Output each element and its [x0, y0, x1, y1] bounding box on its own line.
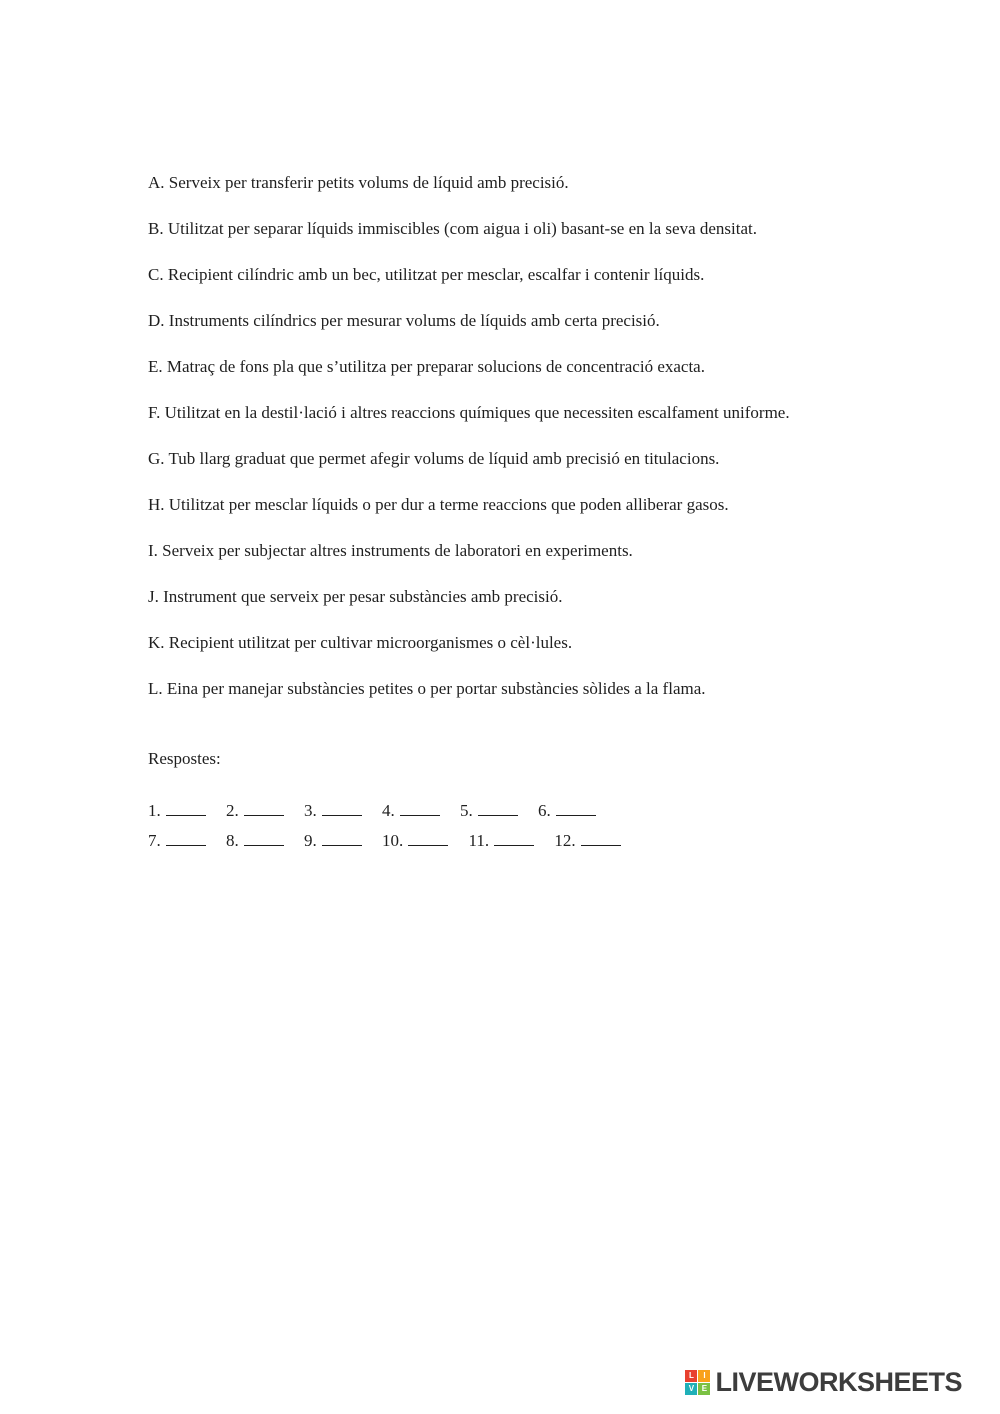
- answer-blank-7[interactable]: [166, 831, 206, 846]
- clue-item-e: E. Matraç de fons pla que s’utilitza per preparar solucions de concentració exacta.: [148, 357, 705, 376]
- clue-item-k: K. Recipient utilitzat per cultivar microorganismes o cèl·lules.: [148, 633, 573, 652]
- answer-number: 6.: [538, 801, 551, 820]
- answer-blank-2[interactable]: [244, 801, 284, 816]
- answer-number: 11.: [468, 831, 490, 850]
- brand-name: LIVEWORKSHEETS: [715, 1367, 962, 1397]
- clue-item-b: B. Utilitzat per separar líquids immiscibles (com aigua i oli) basant-se en la seva densitat.: [148, 219, 757, 238]
- liveworksheets-footer[interactable]: [685, 1367, 962, 1398]
- logo-cell-l: L: [685, 1370, 697, 1382]
- logo-cell-e: E: [698, 1383, 710, 1395]
- answer-slot-8: [226, 826, 284, 856]
- logo-cell-v: V: [685, 1383, 697, 1395]
- answer-blank-1[interactable]: [166, 801, 206, 816]
- answer-number: 2.: [226, 801, 239, 820]
- clue-item-d: D. Instruments cilíndrics per mesurar volums de líquids amb certa precisió.: [148, 311, 660, 330]
- answer-slot-10: [382, 826, 448, 856]
- answer-slot-7: [148, 826, 206, 856]
- liveworksheets-logo-icon: [685, 1370, 710, 1395]
- answer-blank-4[interactable]: [400, 801, 440, 816]
- answer-blank-10[interactable]: [408, 831, 448, 846]
- answer-number: 8.: [226, 831, 239, 850]
- answer-slot-3: [304, 796, 362, 826]
- answer-slot-11: [469, 826, 535, 856]
- answer-blank-3[interactable]: [322, 801, 362, 816]
- answer-number: 10.: [382, 831, 404, 850]
- clue-item-c: C. Recipient cilíndric amb un bec, utilitzat per mesclar, escalfar i contenir líquids.: [148, 265, 705, 284]
- respostes-heading: Respostes:: [148, 749, 221, 768]
- answers-row-1: [148, 796, 860, 826]
- answers-section: [148, 796, 860, 856]
- answer-number: 4.: [382, 801, 395, 820]
- answer-slot-4: [382, 796, 440, 826]
- answer-slot-12: [554, 826, 620, 856]
- answer-blank-11[interactable]: [494, 831, 534, 846]
- clue-item-g: G. Tub llarg graduat que permet afegir volums de líquid amb precisió en titulacions.: [148, 449, 720, 468]
- clue-item-l: L. Eina per manejar substàncies petites o per portar substàncies sòlides a la flama.: [148, 679, 706, 698]
- answer-number: 1.: [148, 801, 161, 820]
- worksheet-content: [148, 170, 860, 856]
- answer-slot-9: [304, 826, 362, 856]
- answer-number: 7.: [148, 831, 161, 850]
- answer-blank-5[interactable]: [478, 801, 518, 816]
- logo-cell-i: I: [698, 1370, 710, 1382]
- answer-slot-2: [226, 796, 284, 826]
- answer-slot-5: [460, 796, 518, 826]
- clue-item-j: J. Instrument que serveix per pesar substàncies amb precisió.: [148, 587, 563, 606]
- clue-item-f: F. Utilitzat en la destil·lació i altres reaccions químiques que necessiten escalfament uniforme.: [148, 403, 790, 422]
- answer-number: 12.: [554, 831, 576, 850]
- answers-row-2: [148, 826, 860, 856]
- answer-slot-6: [538, 796, 596, 826]
- answer-number: 5.: [460, 801, 473, 820]
- clue-item-a: A. Serveix per transferir petits volums de líquid amb precisió.: [148, 173, 569, 192]
- answer-blank-8[interactable]: [244, 831, 284, 846]
- clue-item-h: H. Utilitzat per mesclar líquids o per dur a terme reaccions que poden alliberar gasos.: [148, 495, 729, 514]
- answer-blank-12[interactable]: [581, 831, 621, 846]
- answer-number: 3.: [304, 801, 317, 820]
- clue-item-i: I. Serveix per subjectar altres instruments de laboratori en experiments.: [148, 541, 633, 560]
- answer-number: 9.: [304, 831, 317, 850]
- answer-blank-9[interactable]: [322, 831, 362, 846]
- answer-slot-1: [148, 796, 206, 826]
- answer-blank-6[interactable]: [556, 801, 596, 816]
